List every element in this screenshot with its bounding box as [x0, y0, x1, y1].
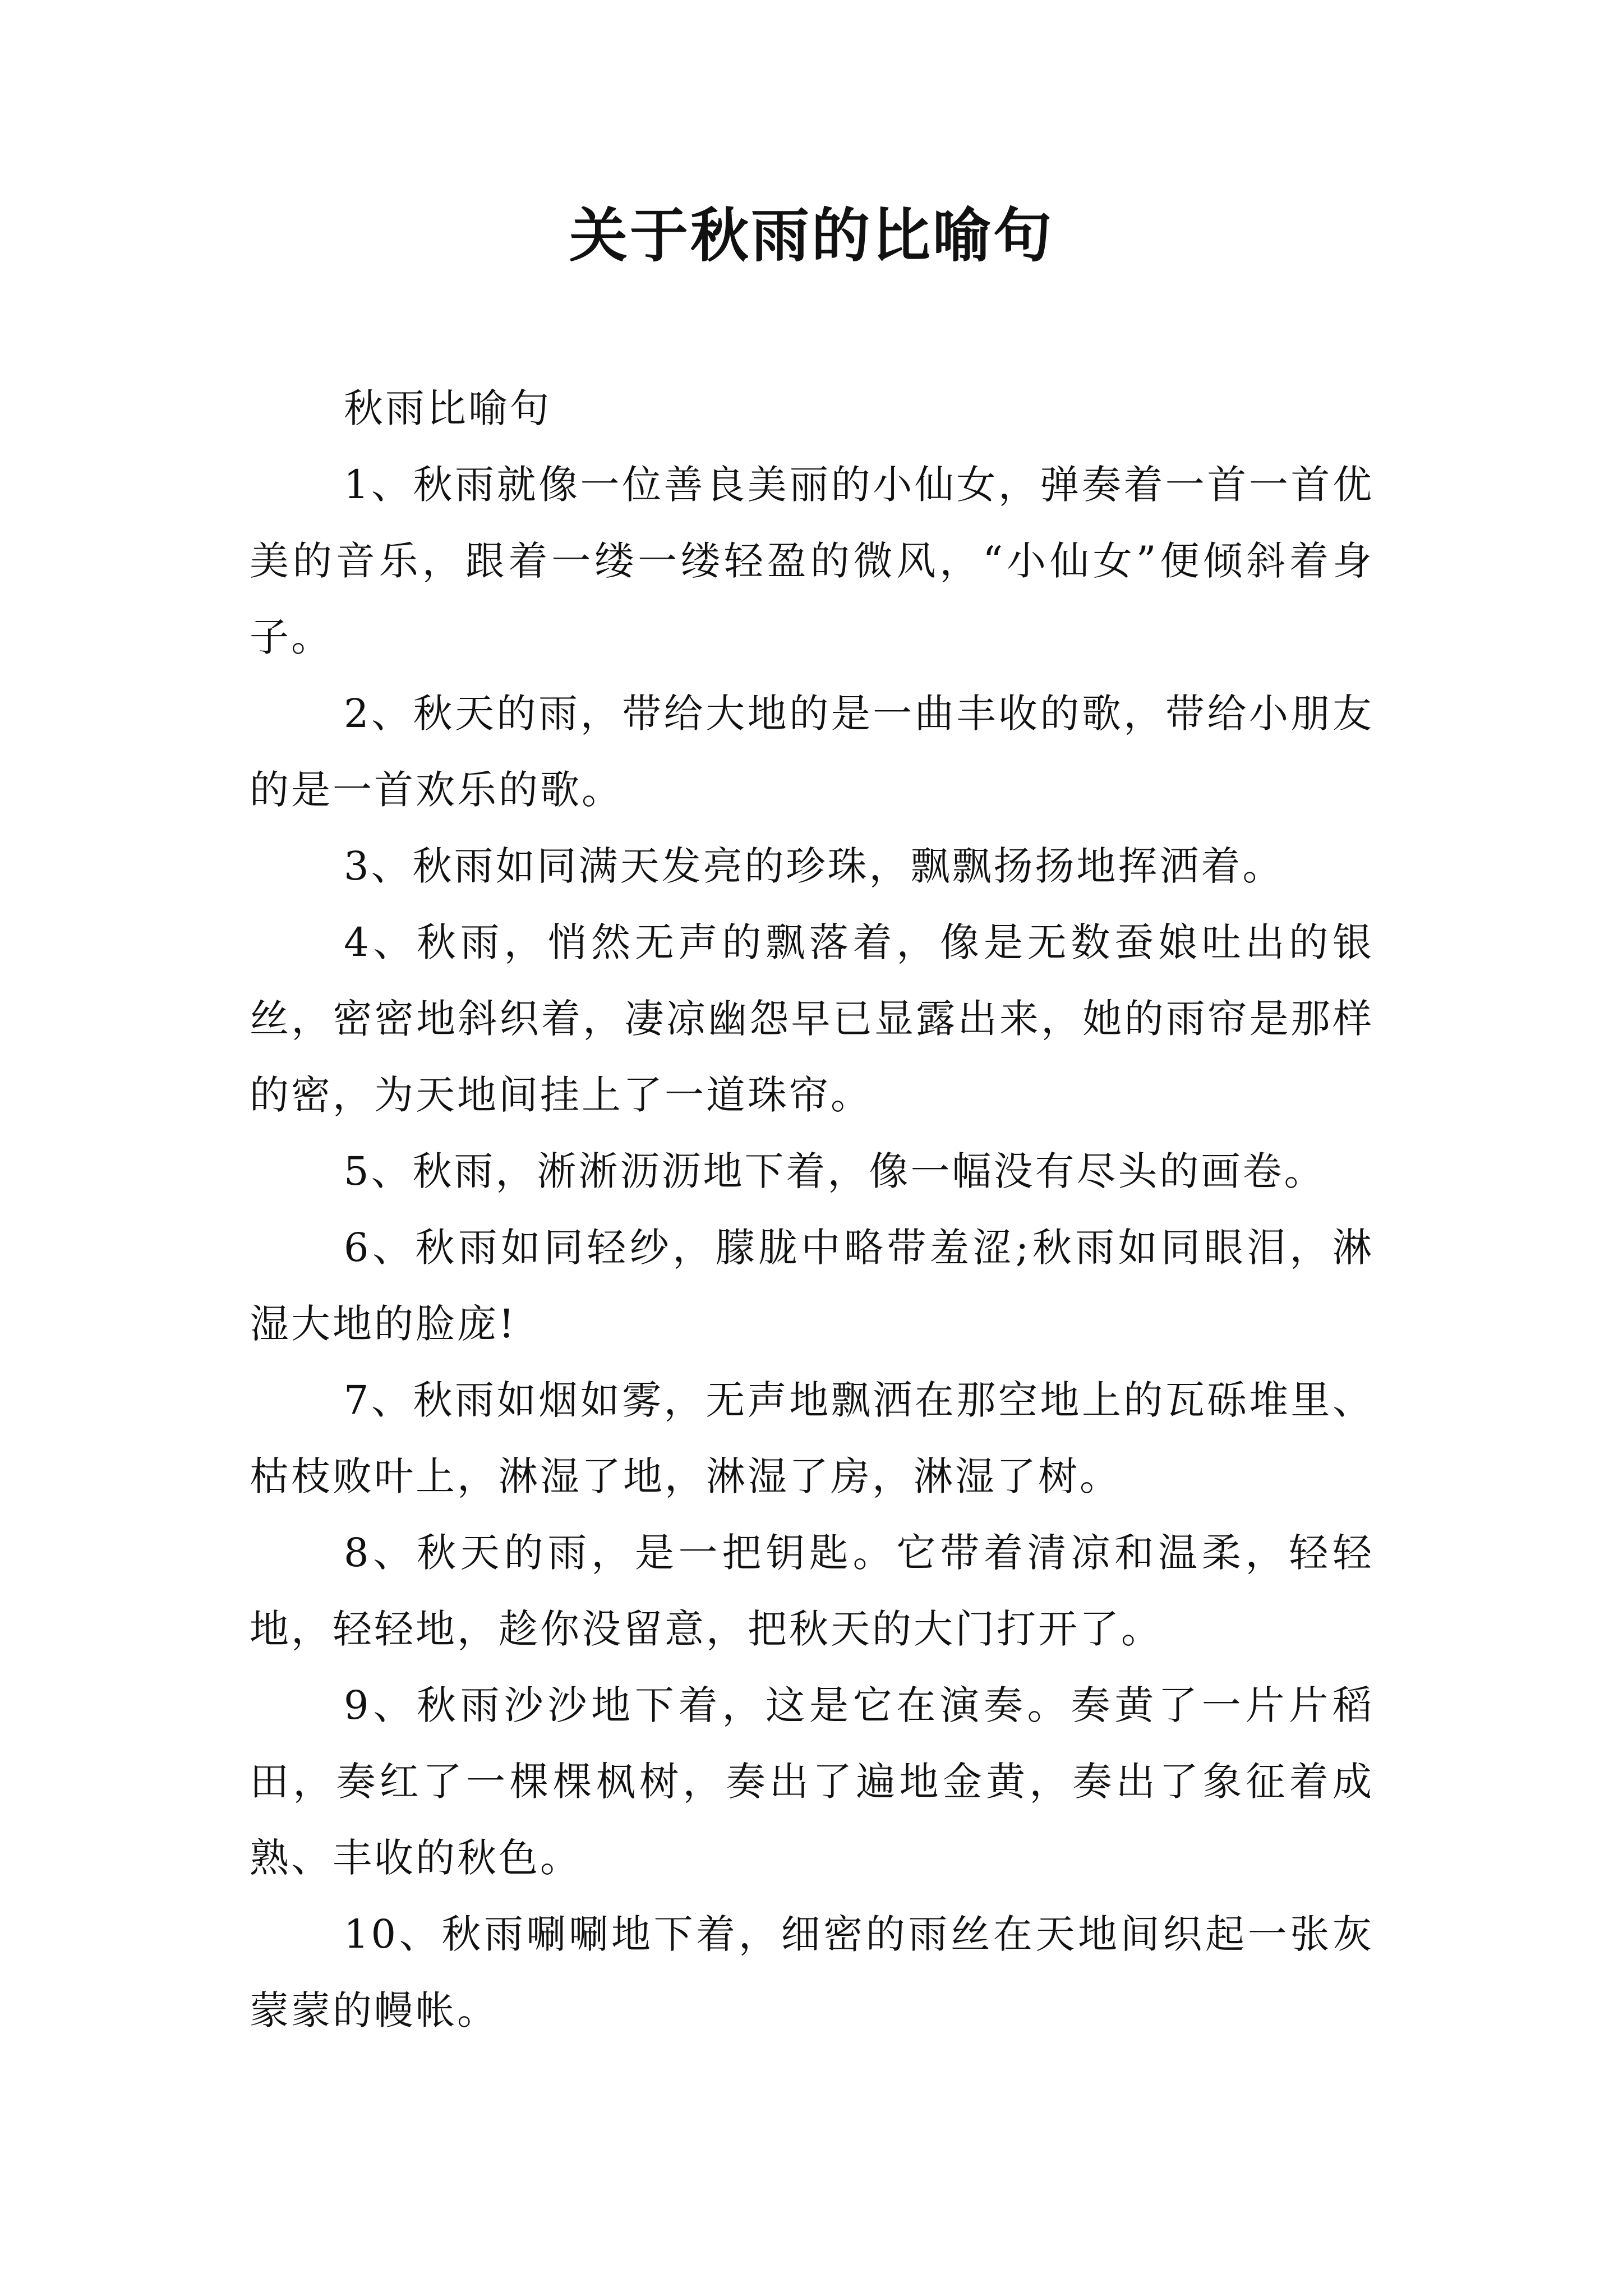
paragraph-6: 6、秋雨如同轻纱，朦胧中略带羞涩;秋雨如同眼泪，淋湿大地的脸庞! [250, 1225, 1374, 1347]
document-body [250, 370, 1374, 2049]
page-title: 关于秋雨的比喻句 [569, 201, 1054, 270]
paragraph-4: 4、秋雨，悄然无声的飘落着，像是无数蚕娘吐出的银丝，密密地斜织着，凄凉幽怨早已显露出来，她的雨帘是那样的密，为天地间挂上了一道珠帘。 [250, 919, 1374, 1118]
paragraph-3: 3、秋雨如同满天发亮的珍珠，飘飘扬扬地挥洒着。 [344, 843, 1284, 889]
paragraph-7: 7、秋雨如烟如雾，无声地飘洒在那空地上的瓦砾堆里、枯枝败叶上，淋湿了地，淋湿了房，淋湿了树。 [250, 1377, 1374, 1499]
paragraph-9: 9、秋雨沙沙地下着，这是它在演奏。奏黄了一片片稻田，奏红了一棵棵枫树，奏出了遍地金黄，奏出了象征着成熟、丰收的秋色。 [250, 1682, 1374, 1881]
paragraph-8: 8、秋天的雨，是一把钥匙。它带着清凉和温柔，轻轻地，轻轻地，趁你没留意，把秋天的大门打开了。 [250, 1530, 1374, 1652]
paragraph-1: 1、秋雨就像一位善良美丽的小仙女，弹奏着一首一首优美的音乐，跟着一缕一缕轻盈的微风，“小仙女”便倾斜着身子。 [250, 462, 1374, 660]
paragraph-2: 2、秋天的雨，带给大地的是一曲丰收的歌，带给小朋友的是一首欢乐的歌。 [250, 691, 1374, 813]
paragraph-5: 5、秋雨，淅淅沥沥地下着，像一幅没有尽头的画卷。 [344, 1148, 1326, 1194]
paragraph-10: 10、秋雨唰唰地下着，细密的雨丝在天地间织起一张灰蒙蒙的幔帐。 [250, 1911, 1374, 2033]
section-heading: 秋雨比喻句 [344, 385, 551, 431]
